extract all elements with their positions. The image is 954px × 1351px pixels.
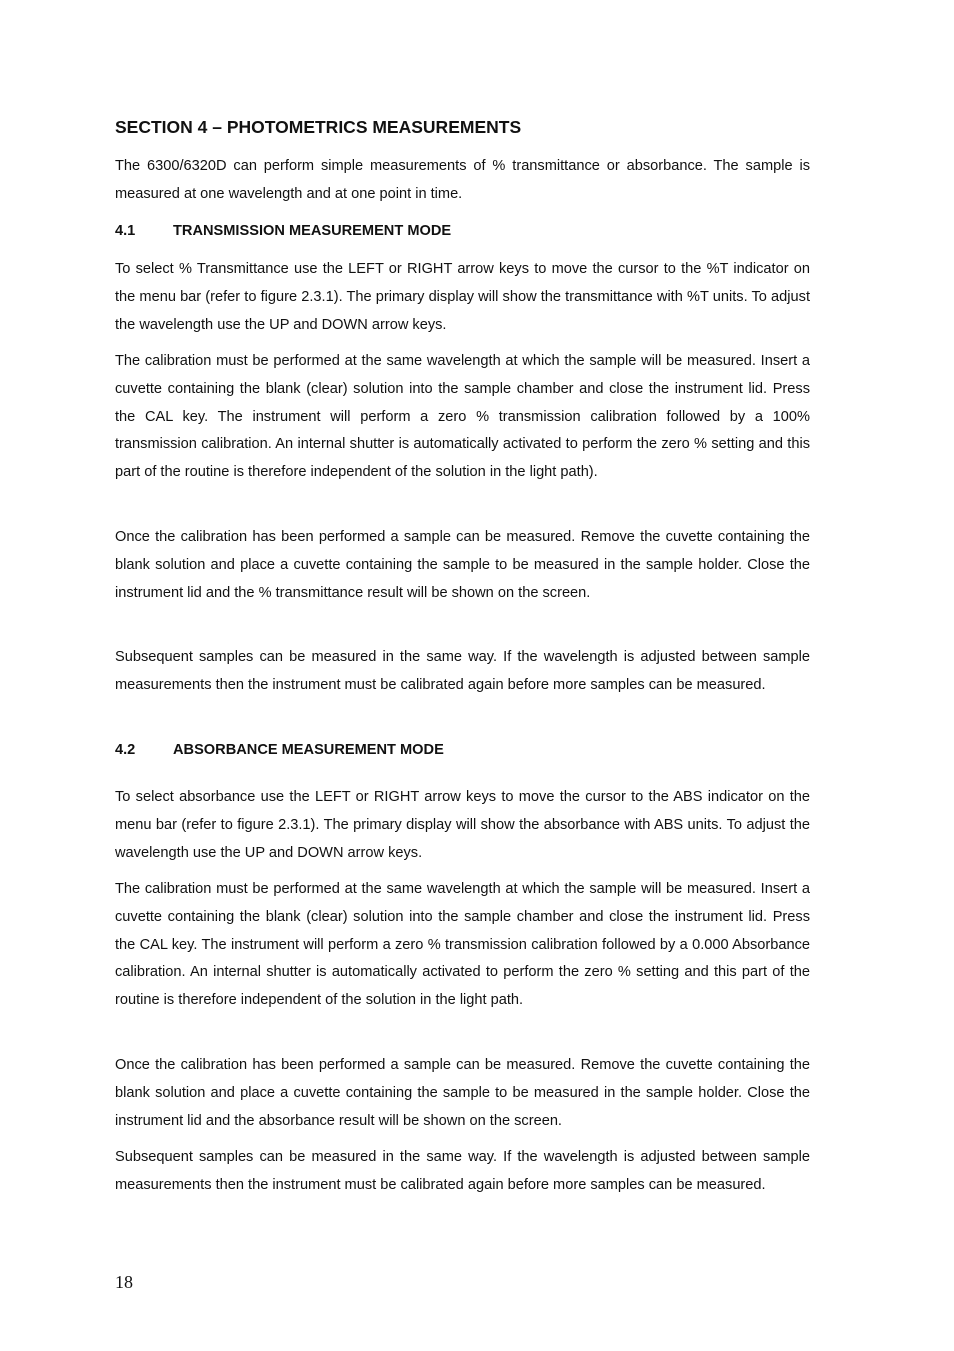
subsection-number: 4.1 — [115, 223, 136, 239]
absorbance-paragraph-1: To select absorbance use the LEFT or RIGHT arrow keys to move the cursor to the ABS indicator on the menu bar (refer to figure 2.3.1). The primary display will show the absorbance with ABS units. To adjust the wavelength use the UP and DOWN arrow keys. — [115, 789, 810, 861]
absorbance-paragraph-2: The calibration must be performed at the same wavelength at which the sample will be measured. Insert a cuvette containing the blank (clear) solution into the sample chamber and close the instrument lid. Press the CAL key. The instrument will perform a zero % transmission calibration followed by a 0.000 Absorbance calibration. An internal shutter is automatically activated to perform the zero % setting and this part of the routine is therefore independent of the solution in the light path. — [115, 881, 810, 1009]
subsection-title: ABSORBANCE MEASUREMENT MODE — [173, 742, 444, 758]
subsection-title: TRANSMISSION MEASUREMENT MODE — [173, 223, 452, 239]
transmission-paragraph-3: Once the calibration has been performed a sample can be measured. Remove the cuvette containing the blank solution and place a cuvette containing the sample to be measured in the sample holder. Close the instrument lid and the % transmittance result will be shown on the screen. — [115, 529, 810, 601]
absorbance-paragraph-3: Once the calibration has been performed a sample can be measured. Remove the cuvette containing the blank solution and place a cuvette containing the sample to be measured in the sample holder. Close the instrument lid and the absorbance result will be shown on the screen. — [115, 1057, 810, 1129]
section-title: SECTION 4 – PHOTOMETRICS MEASUREMENTS — [115, 117, 522, 137]
subsection-heading-4-2 — [115, 740, 444, 760]
subsection-heading-4-1 — [115, 221, 451, 241]
section-intro: The 6300/6320D can perform simple measurements of % transmittance or absorbance. The sample is measured at one wavelength and at one point in time. — [115, 158, 810, 202]
transmission-paragraph-2: The calibration must be performed at the same wavelength at which the sample will be measured. Insert a cuvette containing the blank (clear) solution into the sample chamber and close the instrument lid. Press the CAL key. The instrument will perform a zero % transmission calibration followed by a 100% transmission calibration. An internal shutter is automatically activated to perform the zero % setting and this part of the routine is therefore independent of the solution in the light path). — [115, 353, 810, 481]
transmission-paragraph-4: Subsequent samples can be measured in the same way. If the wavelength is adjusted between sample measurements then the instrument must be calibrated again before more samples can be measured. — [115, 649, 810, 693]
transmission-paragraph-1: To select % Transmittance use the LEFT or RIGHT arrow keys to move the cursor to the %T indicator on the menu bar (refer to figure 2.3.1). The primary display will show the transmittance with %T units. To adjust the wavelength use the UP and DOWN arrow keys. — [115, 261, 810, 333]
subsection-number: 4.2 — [115, 742, 136, 758]
absorbance-paragraph-4: Subsequent samples can be measured in the same way. If the wavelength is adjusted between sample measurements then the instrument must be calibrated again before more samples can be measured. — [115, 1149, 810, 1193]
page-number: 18 — [115, 1272, 133, 1292]
